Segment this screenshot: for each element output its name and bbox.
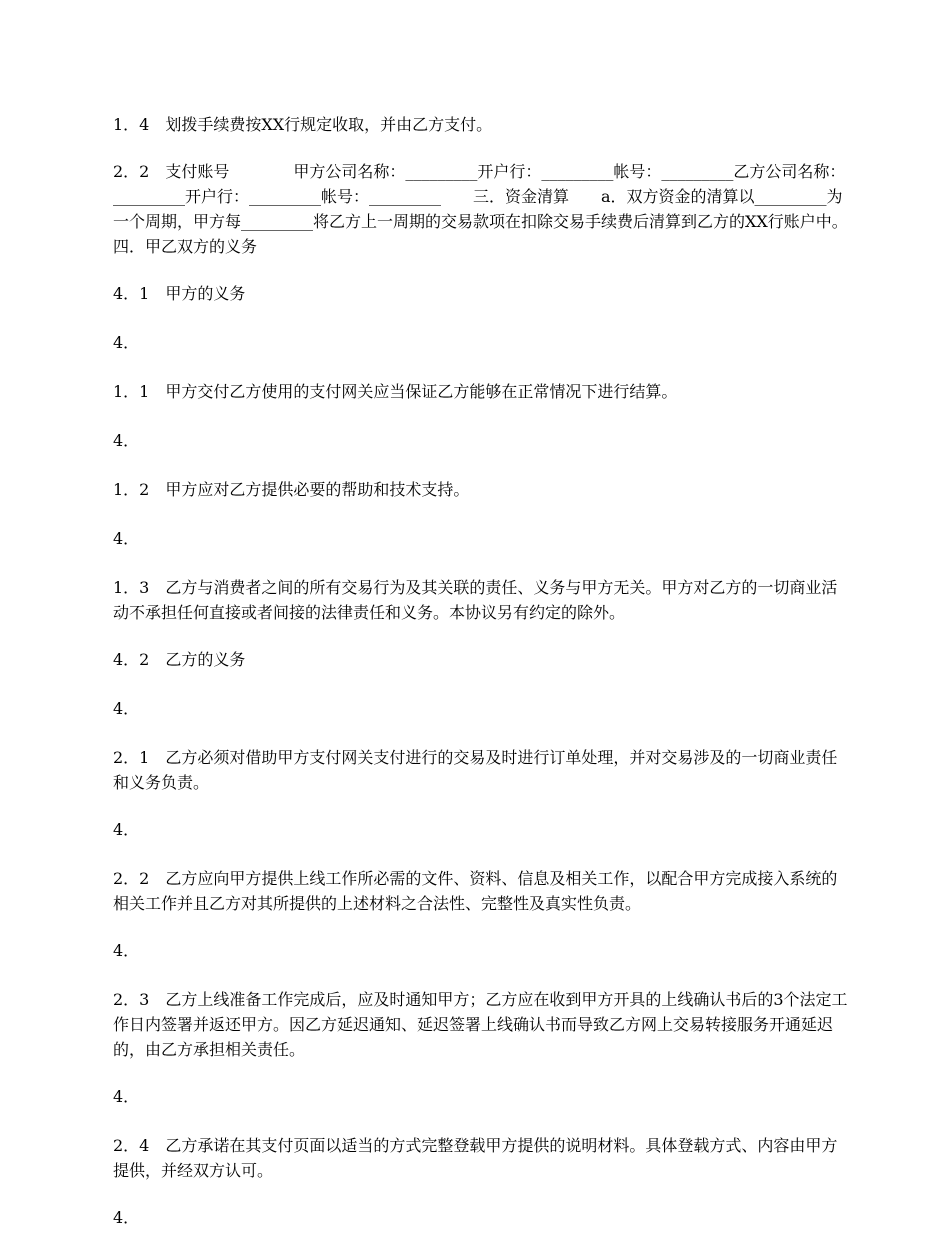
paragraph-accounts-settlement: 2．2 支付账号 甲方公司名称：_________开户行：_________帐号：_________乙方公司名称：_________开户行：_________帐号：_________ 三．资金清算 a．双方资金的清算以_________为一个周期，甲方每_________将乙方上一周期的交易款项在扣除交易手续费后清算到乙方的XX行账户中。四．甲乙双方的义务: [113, 162, 848, 256]
paragraph-section-marker: 4．: [113, 820, 140, 839]
paragraph-section-marker: 4．: [113, 431, 140, 450]
paragraph-clause-2-3: 2．3 乙方上线准备工作完成后，应及时通知甲方；乙方应在收到甲方开具的上线确认书后的3个法定工作日内签署并返还甲方。因乙方延迟通知、延迟签署上线确认书而导致乙方网上交易转接服务开通延迟的，由乙方承担相关责任。: [113, 990, 848, 1059]
document-body: [113, 112, 853, 1254]
paragraph-section-marker: 4．: [113, 1208, 140, 1227]
paragraph-clause-2-1: 2．1 乙方必须对借助甲方支付网关支付进行的交易及时进行订单处理，并对交易涉及的一切商业责任和义务负责。: [113, 748, 838, 792]
paragraph-clause-2-4: 2．4 乙方承诺在其支付页面以适当的方式完整登载甲方提供的说明材料。具体登载方式、内容由甲方提供，并经双方认可。: [113, 1136, 838, 1180]
paragraph-section-marker: 4．: [113, 529, 140, 548]
paragraph-party-b-duties-heading: 4．2 乙方的义务: [113, 650, 246, 669]
paragraph-clause-1-2: 1．2 甲方应对乙方提供必要的帮助和技术支持。: [113, 480, 470, 499]
paragraph-section-marker: 4．: [113, 941, 140, 960]
paragraph-fee: 1．4 划拨手续费按XX行规定收取，并由乙方支付。: [113, 115, 493, 134]
paragraph-section-marker: 4．: [113, 1087, 140, 1106]
paragraph-clause-1-3: 1．3 乙方与消费者之间的所有交易行为及其关联的责任、义务与甲方无关。甲方对乙方的一切商业活动不承担任何直接或者间接的法律责任和义务。本协议另有约定的除外。: [113, 578, 838, 622]
paragraph-party-a-duties-heading: 4．1 甲方的义务: [113, 284, 246, 303]
paragraph-clause-1-1: 1．1 甲方交付乙方使用的支付网关应当保证乙方能够在正常情况下进行结算。: [113, 382, 678, 401]
paragraph-clause-2-2: 2．2 乙方应向甲方提供上线工作所必需的文件、资料、信息及相关工作，以配合甲方完成接入系统的相关工作并且乙方对其所提供的上述材料之合法性、完整性及真实性负责。: [113, 869, 838, 913]
paragraph-section-marker: 4．: [113, 699, 140, 718]
paragraph-section-marker: 4．: [113, 333, 140, 352]
